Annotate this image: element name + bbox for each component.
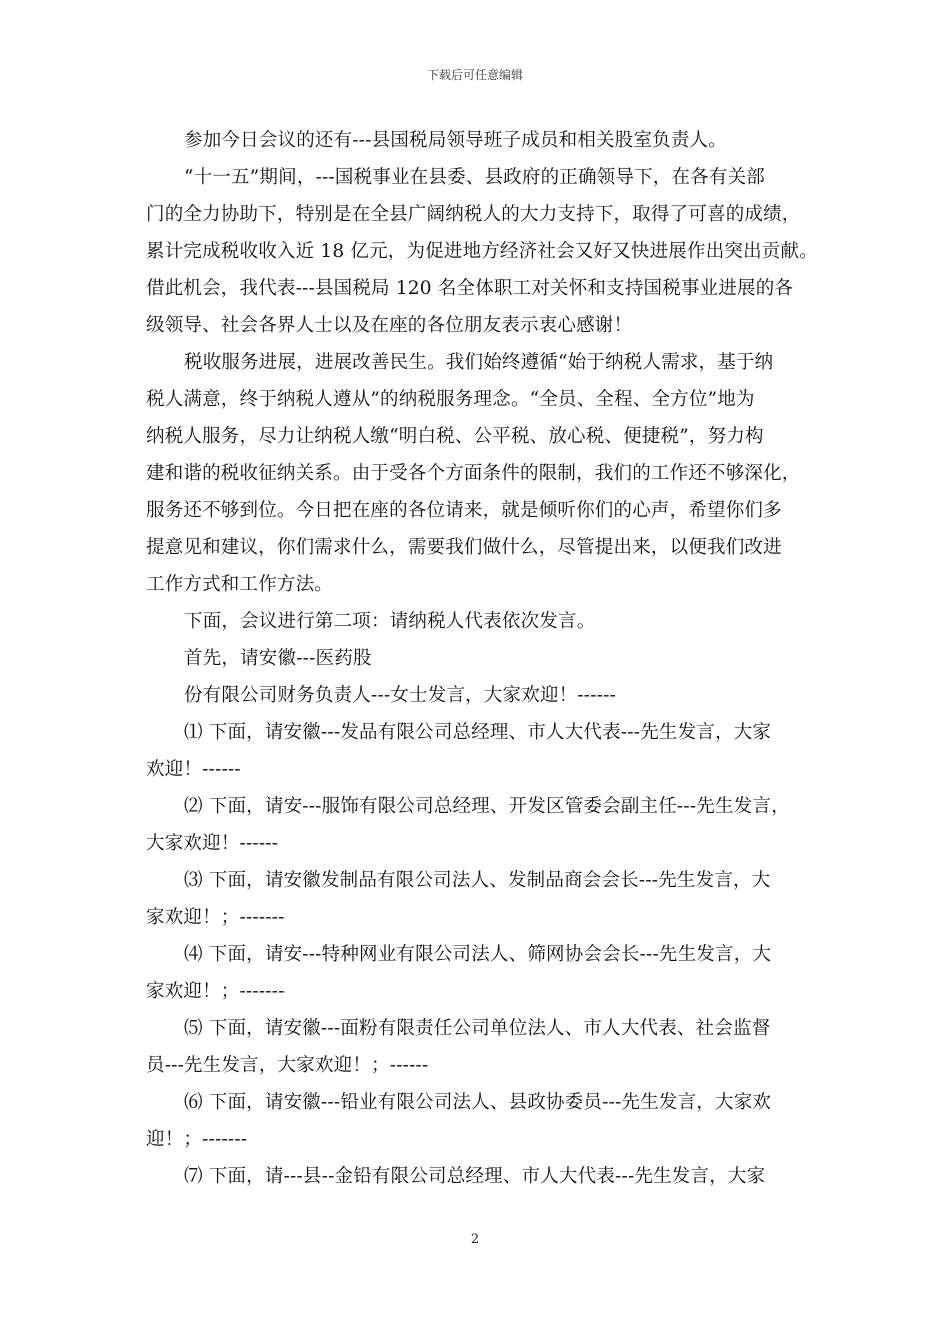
- text-line: 份有限公司财务负责人---女士发言，大家欢迎！------: [184, 685, 617, 706]
- text-line: 家欢迎！；-------: [146, 907, 285, 928]
- text-line: 税收服务进展，进展改善民生。我们始终遵循“始于纳税人需求，基于纳: [184, 352, 774, 373]
- text-line: 服务还不够到位。今日把在座的各位请来，就是倾听你们的心声，希望你们多: [146, 500, 782, 521]
- text-line: “十一五”期间，---国税事业在县委、县政府的正确领导下，在各有关部: [184, 167, 765, 188]
- text-line: 员---先生发言，大家欢迎！；------: [146, 1055, 429, 1076]
- text-line: ⑶ 下面，请安徽发制品有限公司法人、发制品商会会长---先生发言，大: [184, 870, 771, 891]
- text-line: 下面，会议进行第二项：请纳税人代表依次发言。: [184, 611, 596, 632]
- text-line: 欢迎！------: [146, 759, 241, 780]
- text-line: 建和谐的税收征纳关系。由于受各个方面条件的限制，我们的工作还不够深化，: [146, 463, 801, 484]
- text-line: 参加今日会议的还有---县国税局领导班子成员和相关股室负责人。: [184, 130, 727, 151]
- text-line: 税人满意，终于纳税人遵从”的纳税服务理念。“全员、全程、全方位”地为: [146, 389, 755, 410]
- text-line: ⑸ 下面，请安徽---面粉有限责任公司单位法人、市人大代表、社会监督: [184, 1018, 771, 1039]
- text-line: ⑷ 下面，请安---特种网业有限公司法人、筛网协会会长---先生发言，大: [184, 944, 772, 965]
- document-body: [146, 122, 822, 1195]
- text-line: 大家欢迎！------: [146, 833, 279, 854]
- text-line: 工作方式和工作方法。: [146, 574, 334, 595]
- text-line: 借此机会，我代表---县国税局 120 名全体职工对关怀和支持国税事业进展的各: [146, 278, 794, 299]
- text-line: 首先，请安徽---医药股: [184, 648, 372, 669]
- text-line: 门的全力协助下，特别是在全县广阔纳税人的大力支持下，取得了可喜的成绩，: [146, 204, 801, 225]
- text-line: 迎！；-------: [146, 1129, 248, 1150]
- text-line: ⑵ 下面，请安---服饰有限公司总经理、开发区管委会副主任---先生发言，: [184, 796, 790, 817]
- text-line: ⑹ 下面，请安徽---铅业有限公司法人、县政协委员---先生发言，大家欢: [184, 1092, 772, 1113]
- text-line: 级领导、社会各界人士以及在座的各位朋友表示衷心感谢！: [146, 315, 633, 336]
- text-line: ⑺ 下面，请---县--金铅有限公司总经理、市人大代表---先生发言，大家: [184, 1166, 766, 1187]
- text-line: 提意见和建议，你们需求什么，需要我们做什么，尽管提出来，以便我们改进: [146, 537, 782, 558]
- text-line: ⑴ 下面，请安徽---发品有限公司总经理、市人大代表---先生发言，大家: [184, 722, 772, 743]
- page-header: 下载后可任意编辑: [426, 68, 523, 82]
- text-line: 家欢迎！；-------: [146, 981, 285, 1002]
- text-line: 累计完成税收收入近 18 亿元，为促进地方经济社会又好又快进展作出突出贡献。: [146, 241, 818, 262]
- text-line: 纳税人服务，尽力让纳税人缴“明白税、公平税、放心税、便捷税”，努力构: [146, 426, 764, 447]
- page-number: 2: [470, 1232, 480, 1247]
